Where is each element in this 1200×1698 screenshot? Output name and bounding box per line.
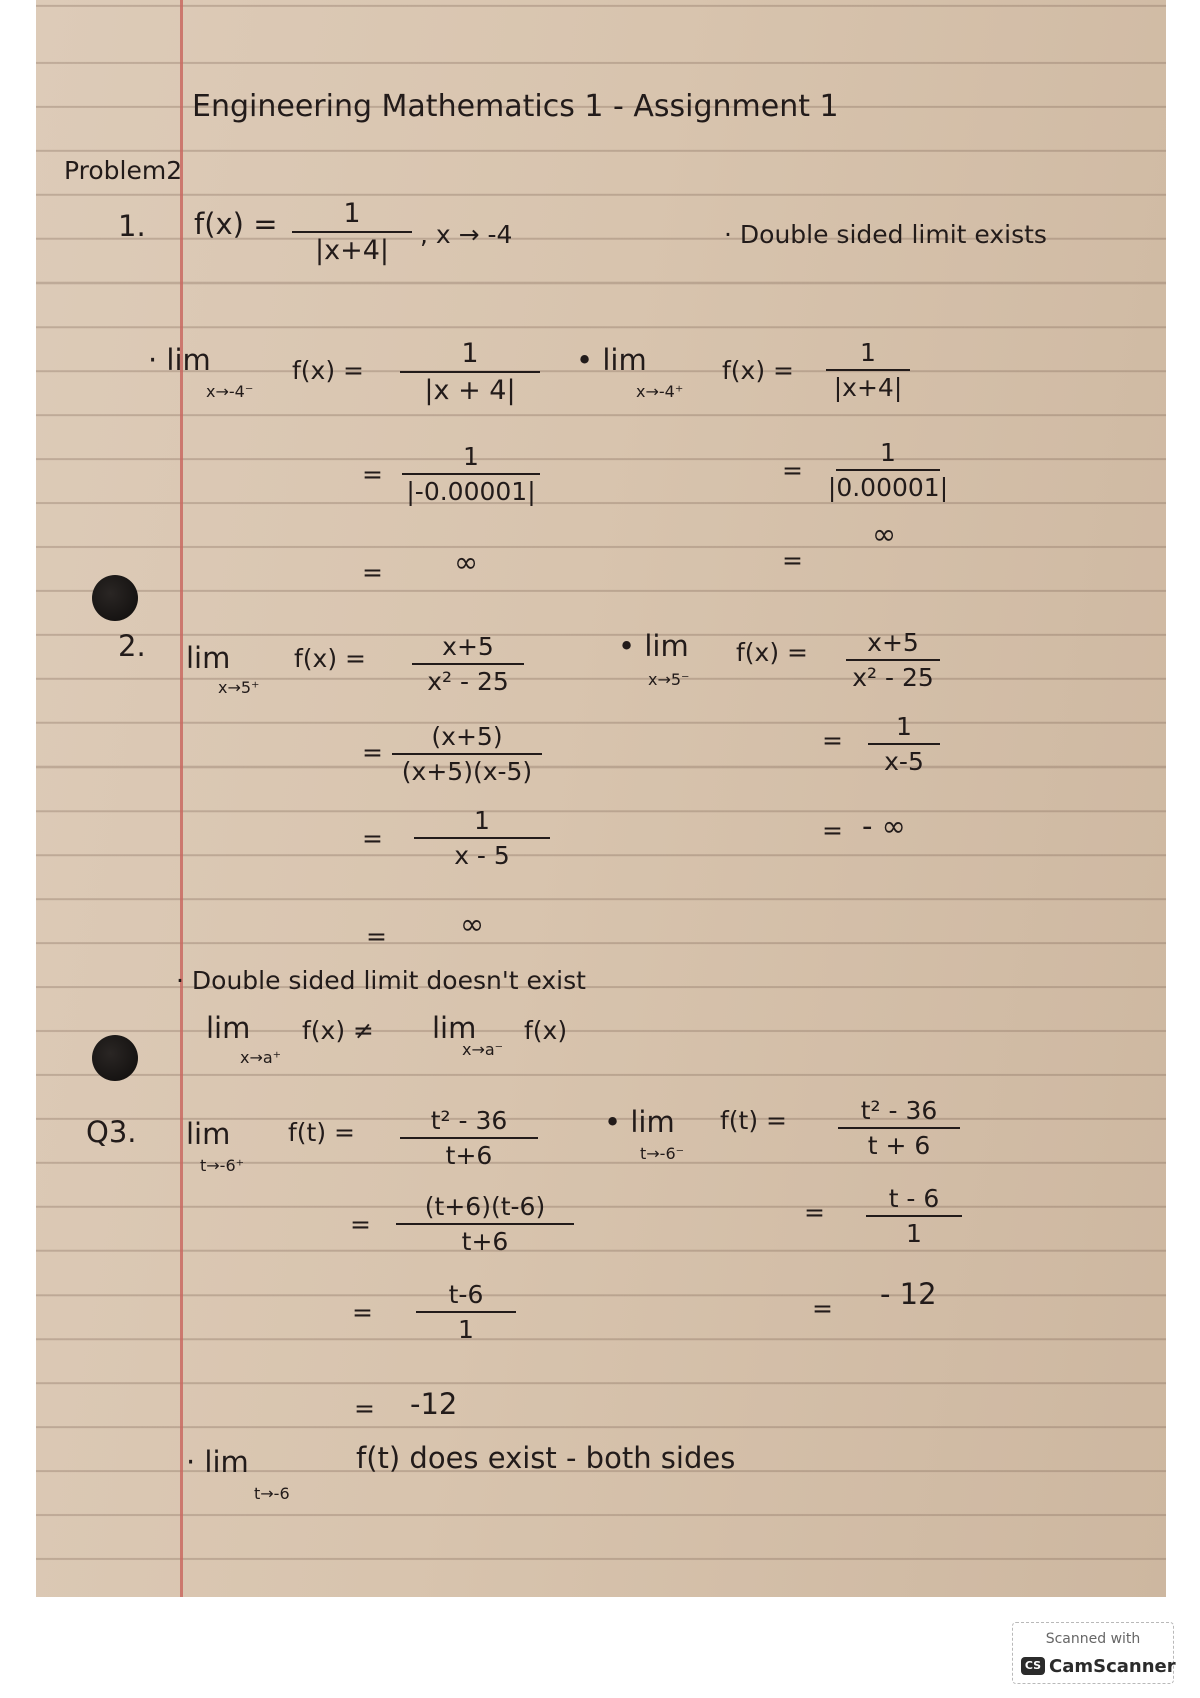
- p1-left-num2: 1: [463, 442, 479, 471]
- fraction-bar: [392, 753, 542, 755]
- p3-conclusion-lim: · lim: [186, 1445, 249, 1479]
- p2-right-fx: f(x) =: [736, 638, 808, 667]
- p2-left-den3: x - 5: [454, 841, 510, 870]
- fraction-bar: [838, 1127, 960, 1129]
- fraction-bar: [868, 743, 940, 745]
- p3-right-lim: • lim: [604, 1105, 675, 1139]
- p2-right-eq2: =: [822, 816, 843, 845]
- p3-left-eq3: =: [354, 1394, 375, 1423]
- page-title: Engineering Mathematics 1 - Assignment 1: [192, 89, 839, 124]
- p2-ineq-mid: f(x) ≠: [302, 1016, 374, 1045]
- p2-left-frac3: [414, 808, 550, 868]
- p3-left-fx: f(t) =: [288, 1118, 356, 1147]
- fraction-bar: [866, 1215, 962, 1217]
- notebook-page: [36, 0, 1166, 1597]
- p3-left-num2: (t+6)(t-6): [424, 1192, 546, 1221]
- p2-right-eq1: =: [822, 726, 843, 755]
- p3-right-sub: t→-6⁻: [640, 1144, 685, 1163]
- p3-conclusion-sub: t→-6: [254, 1484, 290, 1503]
- p1-right-eq2: =: [782, 546, 803, 575]
- p1-left-frac2: [402, 444, 540, 504]
- p1-func-fraction: [292, 200, 412, 264]
- p1-left-frac1: [400, 340, 540, 404]
- p2-right-result: - ∞: [862, 809, 906, 843]
- fraction-bar: [414, 837, 550, 839]
- p2-right-frac2: [868, 714, 940, 774]
- p1-func-num: 1: [343, 198, 361, 229]
- p3-right-result: - 12: [880, 1277, 937, 1311]
- p1-left-sub: x→-4⁻: [206, 382, 254, 401]
- p1-right-num2: 1: [880, 438, 896, 467]
- p1-right-den1: |x+4|: [833, 373, 903, 402]
- p2-ineq-end: f(x): [524, 1016, 568, 1045]
- p1-right-fx: f(x) =: [722, 356, 794, 385]
- p3-right-num1: t² - 36: [860, 1096, 938, 1125]
- p1-left-num1: 1: [461, 338, 479, 369]
- p3-left-frac1: [400, 1108, 538, 1168]
- p2-ineq-lim1: lim: [206, 1011, 251, 1045]
- p3-left-den3: 1: [458, 1315, 474, 1344]
- p3-right-den1: t + 6: [867, 1131, 931, 1160]
- p3-right-frac1: [838, 1098, 960, 1158]
- p2-right-frac1: [846, 630, 940, 690]
- fraction-bar: [402, 473, 540, 475]
- p1-func-lhs: f(x) =: [194, 207, 278, 241]
- p2-right-den2: x-5: [884, 747, 924, 776]
- fraction-bar: [826, 369, 910, 371]
- p2-number: 2.: [118, 629, 146, 663]
- p3-right-eq2: =: [812, 1294, 833, 1323]
- p3-left-den2: t+6: [461, 1227, 509, 1256]
- fraction-bar: [400, 371, 540, 373]
- p1-right-sub: x→-4⁺: [636, 382, 684, 401]
- p2-right-num2: 1: [896, 712, 912, 741]
- p3-number: Q3.: [86, 1115, 137, 1149]
- p2-left-result: ∞: [460, 907, 485, 941]
- camscanner-logo-icon: CS: [1021, 1657, 1045, 1675]
- p3-left-num3: t-6: [448, 1280, 484, 1309]
- fraction-bar: [400, 1137, 538, 1139]
- fraction-bar: [846, 659, 940, 661]
- p1-right-eq1: =: [782, 456, 803, 485]
- p1-left-eq1: =: [362, 460, 383, 489]
- p2-left-frac1: [412, 634, 524, 694]
- binder-hole-bottom: [92, 1035, 138, 1081]
- binder-hole-top: [92, 575, 138, 621]
- p3-left-num1: t² - 36: [430, 1106, 508, 1135]
- section-label: Problem2: [64, 156, 183, 185]
- camscanner-badge: [1012, 1622, 1174, 1684]
- fraction-bar: [416, 1311, 516, 1313]
- p2-left-eq1: =: [362, 738, 383, 767]
- p2-right-lim: • lim: [618, 629, 689, 663]
- p2-left-sub: x→5⁺: [218, 678, 260, 697]
- p1-left-den1: |x + 4|: [424, 375, 516, 406]
- p1-left-den2: |-0.00001|: [406, 477, 536, 506]
- p1-right-num1: 1: [860, 338, 876, 367]
- p1-right-lim: • lim: [576, 343, 647, 377]
- p3-left-result: -12: [410, 1387, 458, 1421]
- p2-left-num2: (x+5): [431, 722, 503, 751]
- p2-left-den2: (x+5)(x-5): [401, 757, 533, 786]
- p2-conclusion: · Double sided limit doesn't exist: [176, 966, 586, 995]
- p3-left-eq2: =: [352, 1298, 373, 1327]
- p3-right-den2: 1: [906, 1219, 922, 1248]
- p2-left-fx: f(x) =: [294, 644, 366, 673]
- p3-left-eq1: =: [350, 1210, 371, 1239]
- p3-left-lim: lim: [186, 1117, 231, 1151]
- p2-left-den1: x² - 25: [427, 667, 509, 696]
- p2-left-frac2: [392, 724, 542, 784]
- p1-func-den: |x+4|: [315, 235, 389, 266]
- p3-left-den1: t+6: [445, 1141, 493, 1170]
- p2-left-num1: x+5: [442, 632, 494, 661]
- p3-left-sub: t→-6⁺: [200, 1156, 245, 1175]
- p2-right-sub: x→5⁻: [648, 670, 690, 689]
- p2-left-eq2: =: [362, 824, 383, 853]
- p2-left-eq3: =: [366, 922, 387, 951]
- p3-left-frac3: [416, 1282, 516, 1342]
- p1-right-frac2: [827, 438, 949, 502]
- p1-note: · Double sided limit exists: [724, 220, 1047, 249]
- fraction-bar: [396, 1223, 574, 1225]
- p2-right-den1: x² - 25: [852, 663, 934, 692]
- p2-ineq-lim2: lim: [432, 1011, 477, 1045]
- fraction-bar: [836, 469, 940, 471]
- margin-line: [180, 0, 183, 1597]
- p1-right-result: ∞: [872, 517, 897, 551]
- fraction-bar: [292, 231, 412, 233]
- badge-brand: CamScanner: [1049, 1656, 1176, 1677]
- p3-conclusion-text: f(t) does exist - both sides: [356, 1441, 736, 1475]
- p3-right-eq1: =: [804, 1198, 825, 1227]
- p2-left-lim: lim: [186, 641, 231, 675]
- p3-right-fx: f(t) =: [720, 1106, 788, 1135]
- p3-right-frac2: [866, 1186, 962, 1246]
- p2-ineq-sub2: x→a⁻: [462, 1040, 504, 1059]
- p2-ineq-sub1: x→a⁺: [240, 1048, 282, 1067]
- badge-scanned-with: Scanned with: [1045, 1631, 1141, 1647]
- p1-left-fx: f(x) =: [292, 356, 364, 385]
- p1-right-den2: |0.00001|: [827, 473, 949, 502]
- p1-left-eq2: =: [362, 558, 383, 587]
- p1-number: 1.: [118, 209, 146, 243]
- p3-left-frac2: [396, 1194, 574, 1254]
- p1-func-condition: , x → -4: [420, 220, 513, 249]
- p2-right-num1: x+5: [867, 628, 919, 657]
- p1-left-lim: · lim: [148, 343, 211, 377]
- p1-right-frac1: [826, 340, 910, 400]
- p1-left-result: ∞: [454, 545, 479, 579]
- fraction-bar: [412, 663, 524, 665]
- p3-right-num2: t - 6: [888, 1184, 940, 1213]
- p2-left-num3: 1: [474, 806, 490, 835]
